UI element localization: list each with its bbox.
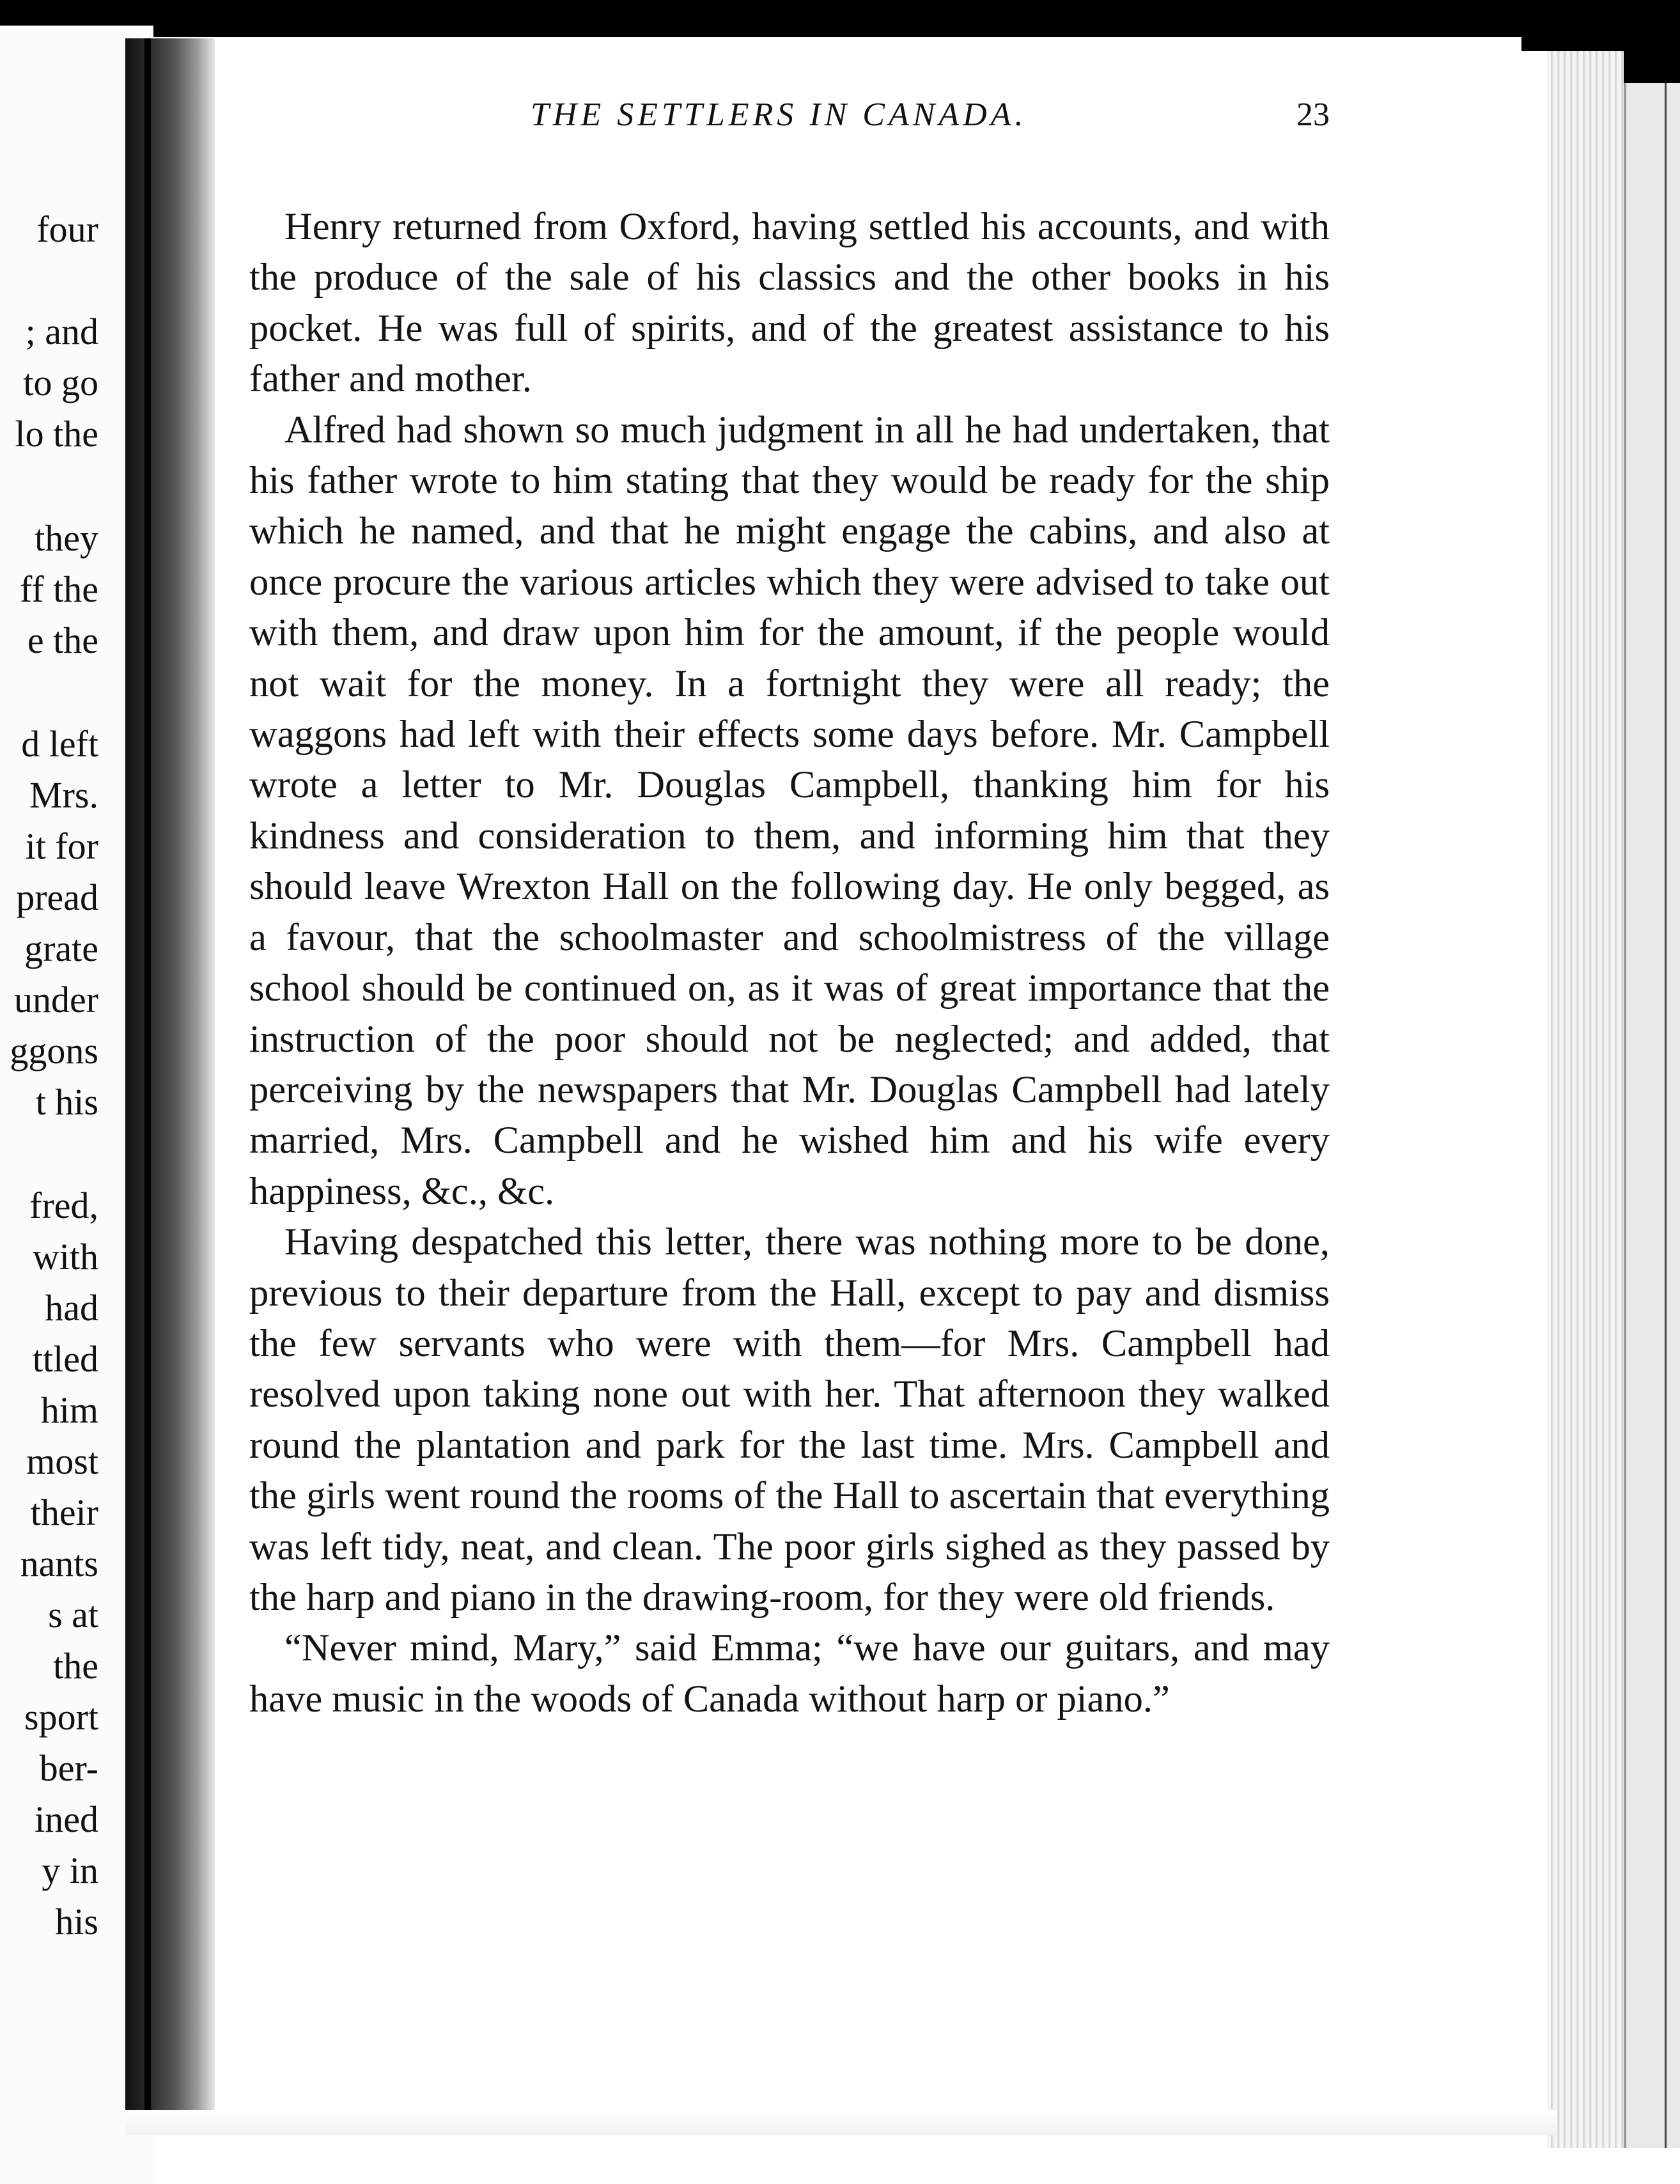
- left-page-fragment: four: [36, 208, 98, 250]
- left-page-fragment: with: [32, 1236, 98, 1277]
- left-page-fragment: their: [30, 1492, 98, 1533]
- page-number: 23: [1296, 97, 1330, 133]
- left-page-fragment: it for: [25, 825, 98, 867]
- left-page-fragment: lo the: [15, 413, 98, 455]
- left-page-fragment: they: [35, 517, 98, 559]
- paragraph: Having despatched this letter, there was nothing more to be done, previous to their departure from the Hall, except to pay and dismiss the few servants who were with them—for Mrs. Campbell had resolved upon taking none out with her. That afternoon they walked round the plantation and park for the last time. Mrs. Campbell and the girls went round the rooms of the Hall to ascertain that everything was left tidy, neat, and clean. The poor girls sighed as they passed by the harp and piano in the drawing-room, for they were old friends.: [249, 1221, 1330, 1619]
- left-page-fragment: nants: [20, 1543, 98, 1584]
- paragraph: Henry returned from Oxford, having settled his accounts, and with the produce of the sale of his classics and the other books in his pocket. He was full of spirits, and of the greatest assistance to his father and mother.: [249, 205, 1330, 401]
- left-page-fragment: ined: [35, 1798, 98, 1840]
- left-page-fragment: ff the: [20, 568, 98, 610]
- running-head: [313, 96, 1330, 147]
- left-page-fragment: ber-: [39, 1747, 98, 1789]
- paragraph: Alfred had shown so much judgment in all he had undertaken, that his father wrote to him stating that they would be ready for the ship which he named, and that he might engage the cabins, and also at once procure the various articles which they were advised to take out with them, and draw upon him for the amount, if the people would not wait for the money. In a fortnight they were all ready; the waggons had left with their effects some days before. Mr. Campbell wrote a letter to Mr. Douglas Campbell, thanking him for his kindness and consideration to them, and informing him that they should leave Wrexton Hall on the following day. He only begged, as a favour, that the schoolmaster and schoolmistress of the village school should be continued on, as it was of great importance that the instruction of the poor should not be neglected; and added, that perceiving by the newspapers that Mr. Douglas Campbell had lately married, Mrs. Campbell and he wished him and his wife every happiness, &c., &c.: [249, 408, 1330, 1213]
- left-page-fragment: the: [53, 1645, 98, 1687]
- book-gutter-shadow: [125, 38, 215, 2129]
- left-page-fragment: e the: [27, 620, 98, 661]
- page-block-outer-edge: [1624, 83, 1680, 2148]
- left-page-fragment: ; and: [25, 311, 98, 352]
- left-page-fragment: t his: [35, 1081, 98, 1123]
- left-page-fragment: Mrs.: [29, 774, 98, 816]
- left-page-fragment: him: [40, 1389, 98, 1431]
- left-page-fragment: his: [55, 1901, 98, 1942]
- scan-border-top: [0, 0, 1680, 37]
- page-block-edge-line: [1665, 83, 1667, 2148]
- left-page-fragment: ggons: [10, 1030, 98, 1072]
- running-title: THE SETTLERS IN CANADA.: [531, 97, 1027, 133]
- left-page-fragment: s at: [48, 1594, 98, 1635]
- page-bottom-shadow: [125, 2110, 1557, 2135]
- page-block-edge: [1547, 51, 1624, 2148]
- left-page-fragment: under: [13, 979, 98, 1020]
- left-page-fragment: pread: [16, 877, 98, 918]
- paragraph: “Never mind, Mary,” said Emma; “we have our guitars, and may have music in the woods of Canada without harp or piano.”: [249, 1626, 1330, 1720]
- left-page-fragment: most: [26, 1440, 98, 1482]
- left-page-fragment: y in: [42, 1850, 98, 1891]
- body-text: [249, 201, 1330, 1724]
- book-gutter-edge: [144, 38, 151, 2129]
- left-page-fragment: sport: [24, 1696, 98, 1738]
- left-page-fragment: ttled: [32, 1338, 98, 1380]
- left-page-fragment: fred,: [29, 1185, 98, 1226]
- left-page-fragment: to go: [23, 362, 98, 403]
- left-page-fragment: d left: [21, 723, 98, 765]
- left-page-fragment: grate: [24, 928, 98, 969]
- left-page-fragment: had: [45, 1287, 98, 1329]
